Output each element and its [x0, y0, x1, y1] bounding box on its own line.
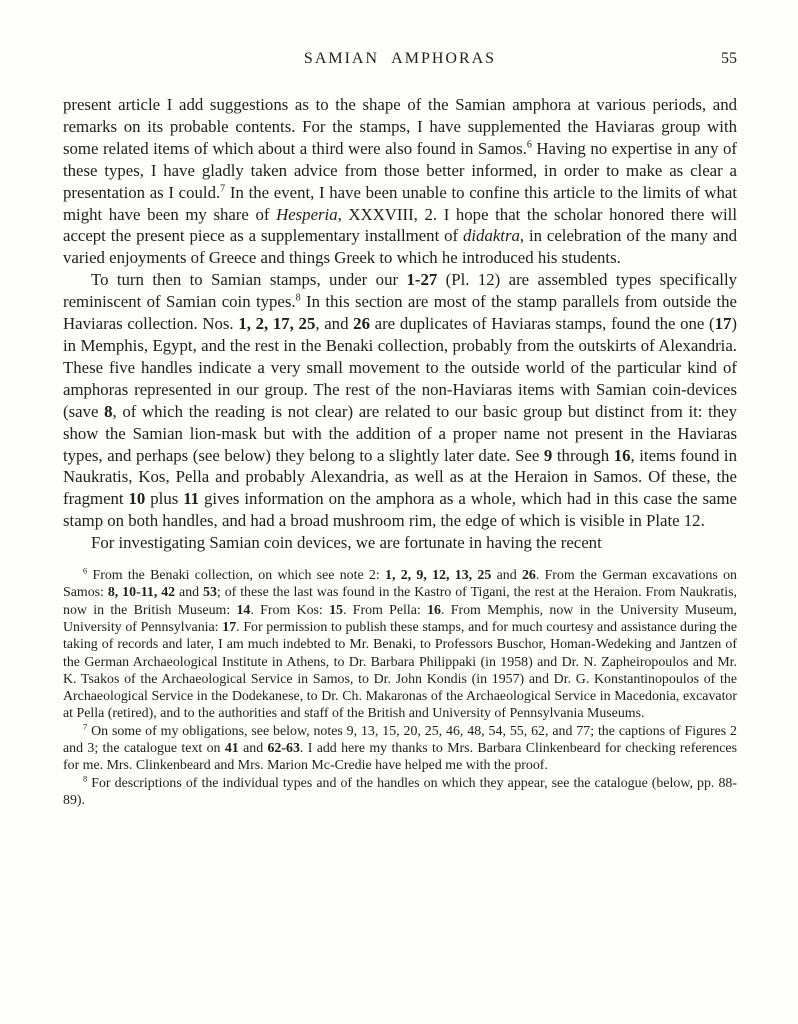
catalogue-number: 1, 2, 17, 25: [238, 314, 316, 334]
catalogue-number: 8, 10-11, 42: [107, 585, 176, 601]
text-run: , items found in Naukratis, Kos, Pella and probably Alexandria, as well as at the Heraion in Samos. Of these, the fragment: [63, 445, 737, 509]
footnote-marker: 8: [83, 773, 88, 783]
catalogue-number: 14: [236, 602, 251, 618]
text-run: From the Benaki collection, on which see note 2:: [92, 568, 385, 584]
footnote-reference: 8: [295, 292, 301, 304]
text-run: . From Kos:: [250, 602, 330, 618]
catalogue-number: 62-63: [267, 741, 300, 756]
text-run: . From the German excavations on Samos:: [63, 568, 737, 601]
catalogue-number: 16: [427, 602, 441, 618]
italic-term: didaktra: [463, 226, 520, 246]
catalogue-number: 26: [353, 314, 370, 334]
text-run: Having no expertise in any of these types, I have gladly taken advice from those better informed, in order to make as clear a presentation as I could.: [63, 138, 738, 202]
catalogue-number: 26: [521, 568, 536, 584]
footnote: [63, 567, 737, 723]
text-run: and: [491, 568, 522, 584]
catalogue-number: 1, 2, 9, 12, 13, 25: [385, 568, 492, 584]
catalogue-number: 53: [203, 585, 217, 601]
catalogue-number: 16: [613, 445, 631, 465]
text-run: , and: [315, 314, 354, 334]
text-run: For descriptions of the individual types and of the handles on which they appear, see the catalogue (below, pp. 88-89).: [63, 775, 737, 808]
catalogue-number: 15: [329, 602, 343, 618]
footnote-reference: 6: [526, 139, 532, 151]
catalogue-number: 8: [104, 401, 113, 421]
text-run: (Pl. 12) are assembled types specifically reminiscent of Samian coin types.: [63, 270, 738, 312]
catalogue-number: 17: [222, 619, 237, 635]
catalogue-number: 10: [128, 489, 146, 509]
catalogue-number: 1-27: [406, 270, 438, 290]
page-number: 55: [721, 50, 737, 67]
text-run: . I add here my thanks to Mrs. Barbara Clinkenbeard for checking references for me. Mrs. Clinkenbeard and Mrs. Marion Mc-Credie have helped me with the proof.: [63, 741, 737, 774]
text-run: through: [552, 445, 614, 465]
text-run: . From Memphis, now in the University Museum, University of Pennsylvania:: [63, 602, 738, 635]
footnotes: [63, 567, 737, 809]
footnote-marker: 6: [83, 566, 88, 576]
text-run: , XXXVIII, 2. I hope that the scholar honored there will accept the present piece as a supplementary installment of: [63, 204, 738, 246]
text-run: On some of my obligations, see below, notes 9, 13, 15, 20, 25, 46, 48, 54, 55, 62, and 77; the captions of Figures 2 and 3; the catalogue text on: [63, 723, 737, 756]
body-text: [63, 94, 737, 554]
text-run: , in celebration of the many and varied enjoyments of Greece and things Greek to which he introduced his students.: [63, 226, 737, 268]
text-run: present article I add suggestions as to the shape of the Samian amphora at various periods, and remarks on its probable contents. For the stamps, I have supplemented the Haviaras group with some related items of which about a third were also found in Samos.: [63, 95, 737, 158]
text-run: In the event, I have been unable to confine this article to the limits of what might have been my share of: [63, 182, 737, 224]
text-run: ; of these the last was found in the Kastro of Tigani, the rest at the Heraion. From Naukratis, now in the British Museum:: [63, 585, 737, 618]
text-run: In this section are most of the stamp parallels from outside the Haviaras collection. Nos.: [63, 292, 737, 334]
text-run: and: [175, 585, 204, 601]
italic-term: Hesperia: [276, 204, 338, 224]
text-run: and: [238, 741, 268, 756]
text-run: gives information on the amphora as a whole, which had in this case the same stamp on both handles, and had a broad mushroom rim, the edge of which is visible in Plate 12.: [63, 489, 738, 531]
text-run: . For permission to publish these stamps, and for much courtesy and assistance during the taking of records and later, I am much indebted to Mr. Benaki, to Professors Buschor, Homan-Wedeking and Jantzen of the German Archaeological Institute in Athens, to Dr. Barbara Philippaki (in 1958) and Dr. N. Zapheiropoulos and Mr. K. Tsakos of the Archaeological Service in Samos, to Dr. John Kondis (in 1957) and Dr. G. Konstantinopoulos of the Archaeological Service in the Dodekanese, to Dr. Ch. Makaronas of the Archaeological Service in Macedonia, excavator at Pella (retired), and to the authorities and staff of the British and University of Pennsylvania Museums.: [63, 619, 737, 722]
text-run: ) in Memphis, Egypt, and the rest in the Benaki collection, probably from the outskirts of Alexandria. These five handles indicate a very small movement to the outside world of the particular kind of amphoras represented in our group. The rest of the non-Haviaras items with Samian coin-devices (save: [63, 314, 737, 421]
text-run: . From Pella:: [342, 602, 428, 618]
footnote: [63, 775, 737, 810]
text-run: To turn then to Samian stamps, under our: [91, 270, 407, 290]
text-run: are duplicates of Haviaras stamps, found the one (: [369, 314, 715, 334]
footnote: [63, 723, 737, 775]
catalogue-number: 41: [224, 741, 239, 756]
catalogue-number: 17: [714, 314, 732, 334]
running-title: SAMIAN AMPHORAS: [303, 50, 497, 67]
text-run: plus: [145, 489, 184, 509]
body-paragraph: [63, 94, 737, 269]
catalogue-number: 9: [543, 445, 553, 465]
text-run: For investigating Samian coin devices, we are fortunate in having the recent: [91, 533, 602, 553]
body-paragraph: [63, 269, 737, 532]
body-paragraph: [63, 532, 737, 554]
footnote-marker: 7: [83, 722, 88, 732]
catalogue-number: 11: [183, 489, 200, 509]
footnote-reference: 7: [220, 183, 226, 195]
text-run: , of which the reading is not clear) are related to our basic group but distinct from it: they show the Samian lion-mask but with the addition of a proper name not present in the Haviaras types, and perhaps (see below) they belong to a slightly later date. See: [63, 401, 737, 465]
page-header: [63, 50, 737, 68]
